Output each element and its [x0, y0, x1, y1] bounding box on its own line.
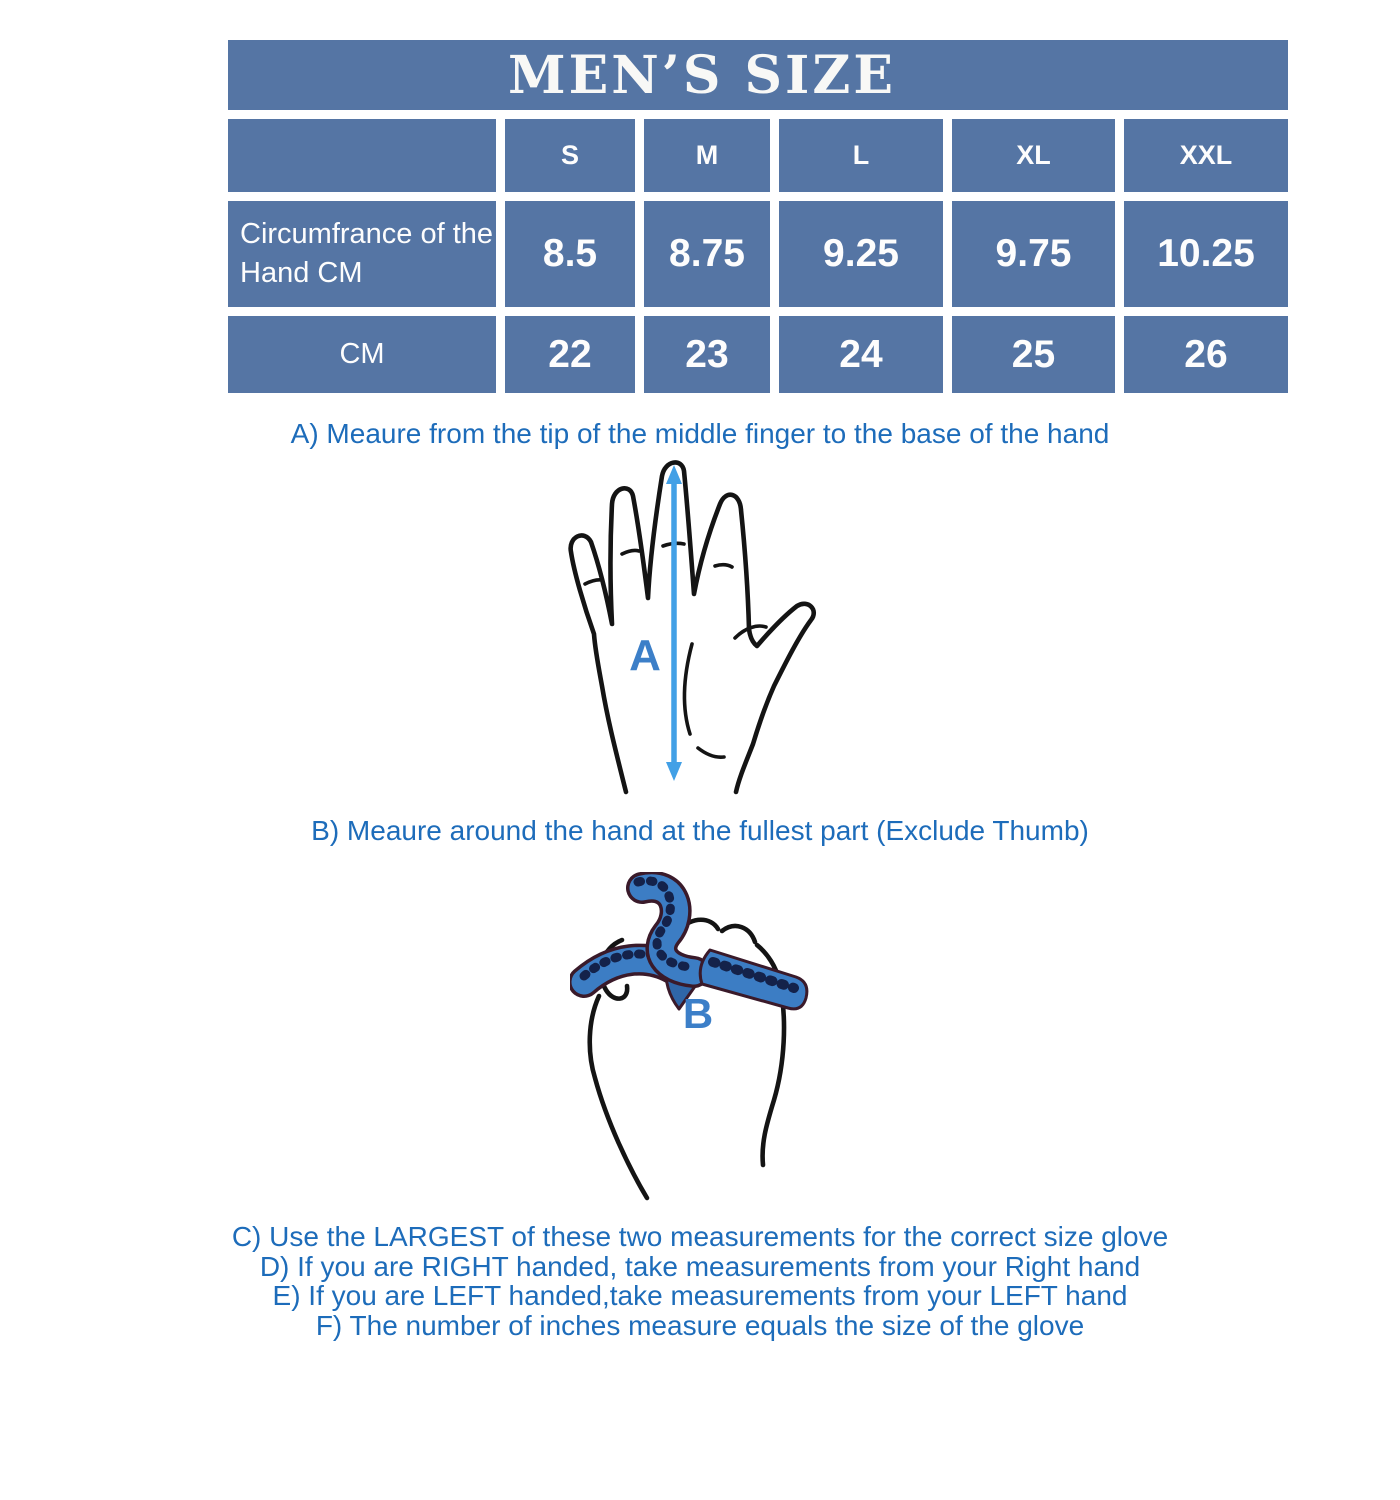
cm-value-l: 24 — [779, 316, 943, 393]
cm-value-xxl: 26 — [1124, 316, 1288, 393]
size-header-s: S — [505, 119, 635, 192]
mens-size-table — [228, 40, 1288, 393]
circumference-value-xl: 9.75 — [952, 201, 1115, 307]
row-label-circumference: Circumfrance of the Hand CM — [228, 201, 496, 307]
size-header-xxl: XXL — [1124, 119, 1288, 192]
hand-silhouette — [571, 462, 814, 792]
cm-value-s: 22 — [505, 316, 635, 393]
cm-value-m: 23 — [644, 316, 770, 393]
circumference-value-l: 9.25 — [779, 201, 943, 307]
circumference-value-xxl: 10.25 — [1124, 201, 1288, 307]
row-label-cm: CM — [228, 316, 496, 393]
instructions-block — [0, 1222, 1400, 1340]
circumference-value-m: 8.75 — [644, 201, 770, 307]
table-corner-cell — [228, 119, 496, 192]
caption-measure-circumference: B) Meaure around the hand at the fullest part (Exclude Thumb) — [311, 815, 1089, 846]
fist-illustration — [570, 872, 850, 1210]
table-title: MEN’S SIZE — [228, 40, 1288, 110]
size-header-xl: XL — [952, 119, 1115, 192]
size-header-m: M — [644, 119, 770, 192]
hand-circumference-diagram — [570, 872, 850, 1210]
diagram-label-a: A — [629, 631, 661, 680]
caption-measure-length: A) Meaure from the tip of the middle finger to the base of the hand — [290, 418, 1110, 449]
cm-value-xl: 25 — [952, 316, 1115, 393]
circumference-value-s: 8.5 — [505, 201, 635, 307]
instruction-line-d: D) If you are RIGHT handed, take measurements from your Right hand — [259, 1250, 1141, 1282]
instruction-line-c: C) Use the LARGEST of these two measurements for the correct size glove — [231, 1221, 1169, 1252]
instruction-line-f: F) The number of inches measure equals the size of the glove — [315, 1309, 1085, 1341]
instruction-line-e: E) If you are LEFT handed,take measurements from your LEFT hand — [272, 1280, 1128, 1311]
diagram-label-b: B — [682, 990, 714, 1037]
size-header-l: L — [779, 119, 943, 192]
hand-length-diagram — [540, 456, 860, 808]
open-hand-illustration — [540, 456, 860, 808]
